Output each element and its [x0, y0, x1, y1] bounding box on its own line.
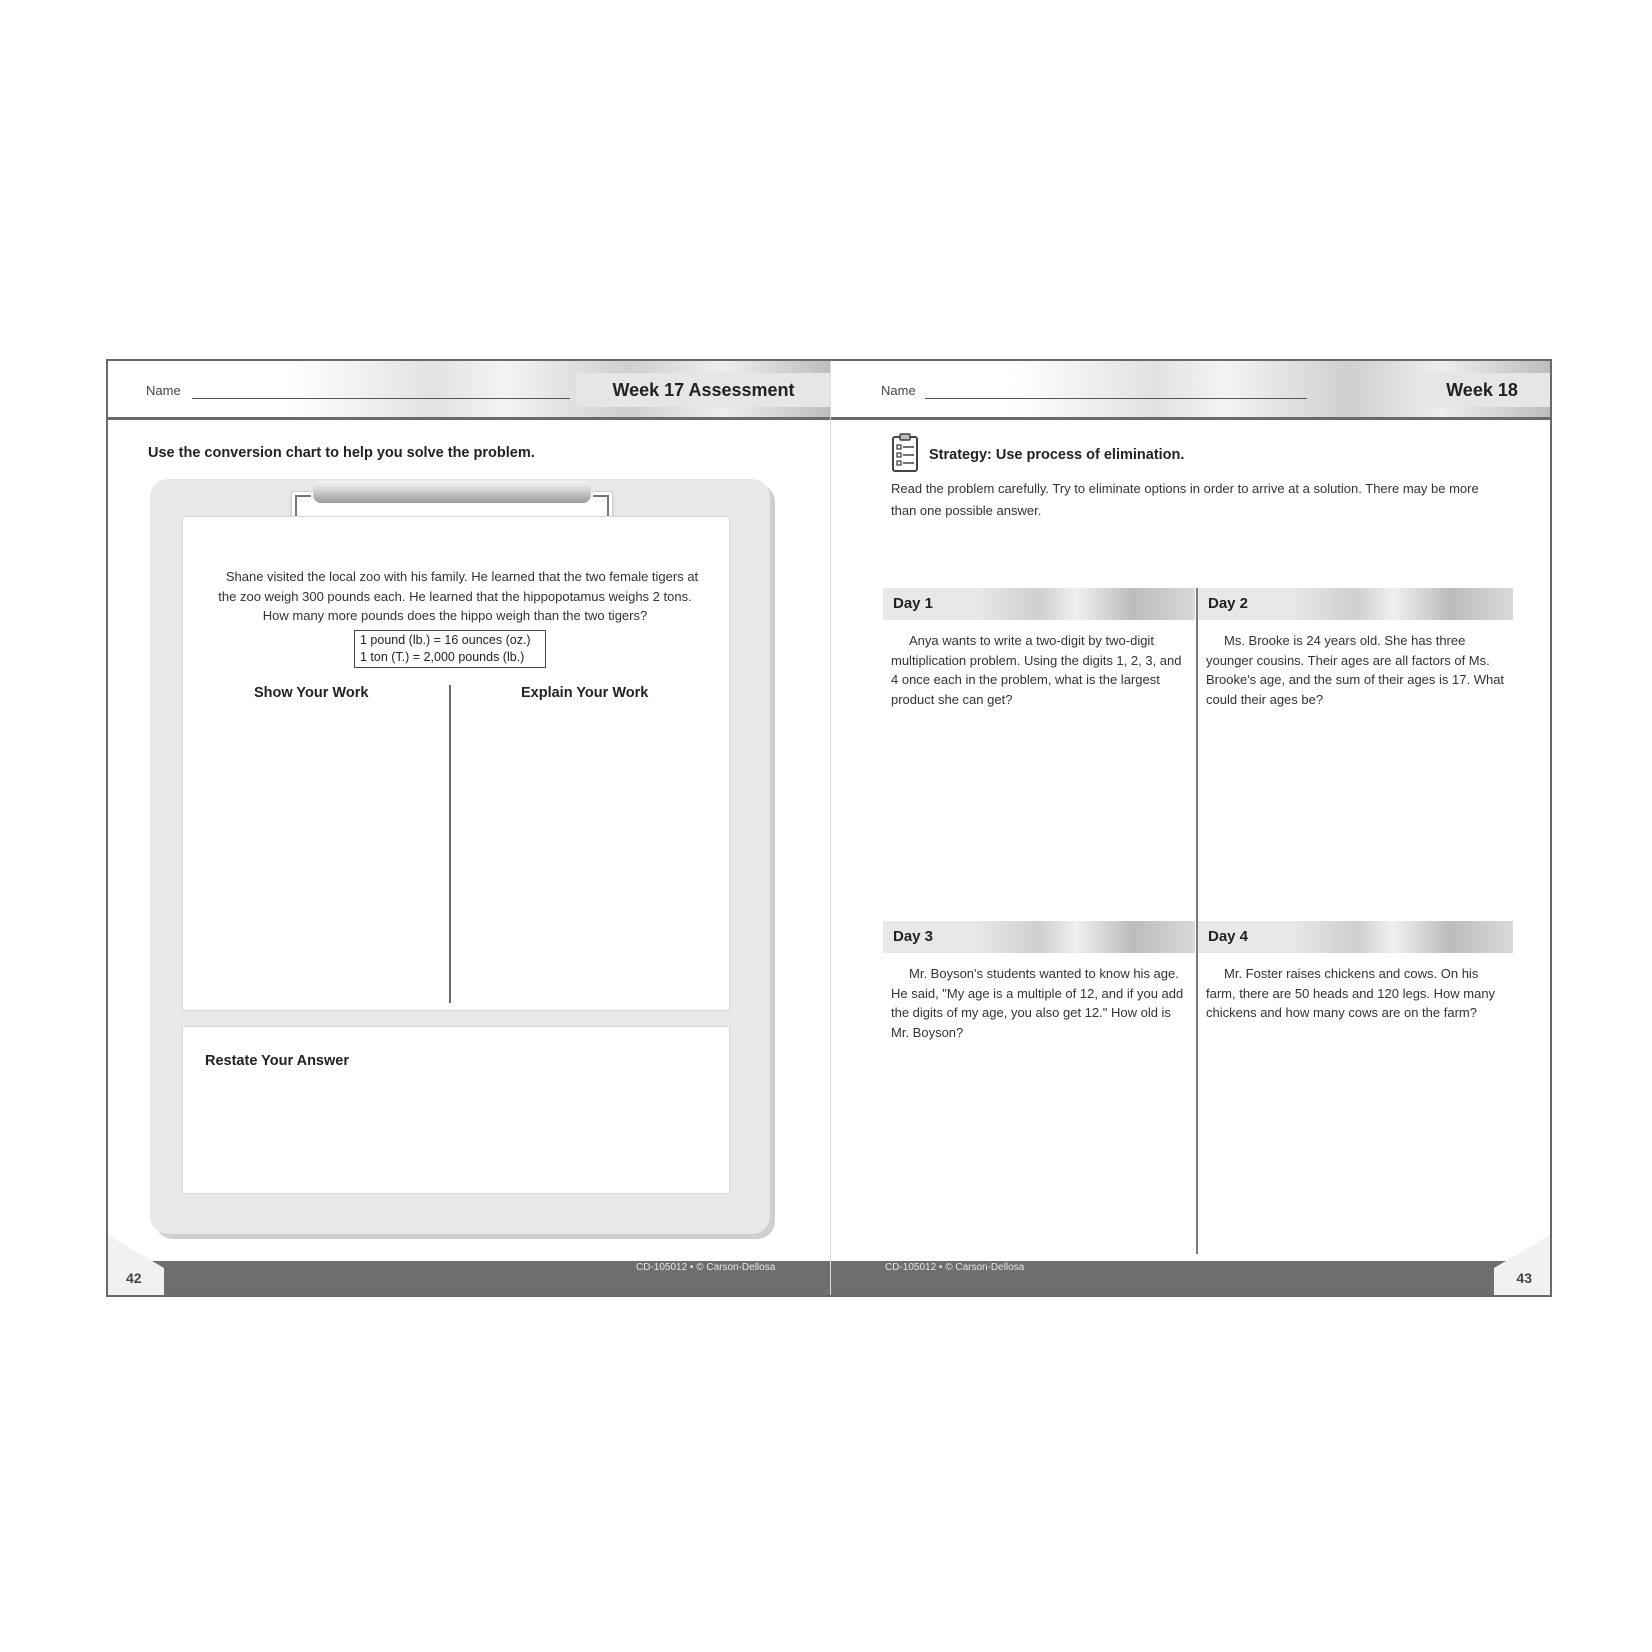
- footer-copyright: CD-105012 • © Carson-Dellosa: [885, 1262, 1025, 1273]
- clip-bar: [313, 481, 591, 503]
- name-line: [192, 398, 570, 399]
- day-2-problem: Ms. Brooke is 24 years old. She has three younger cousins. Their ages are all factors of Ms. Brooke's age, and the sum of their ages is 17. What could their ages be?: [1206, 633, 1505, 707]
- page-number-tab: [108, 1235, 164, 1295]
- right-page: [831, 361, 1550, 1295]
- day-2-header: Day 2: [1198, 588, 1513, 620]
- left-footer: [108, 1257, 831, 1295]
- right-footer: [831, 1257, 1550, 1295]
- page-number: 43: [1516, 1270, 1532, 1286]
- conversion-chart: [354, 630, 546, 668]
- strategy-title: Strategy: Use process of elimination.: [929, 447, 1185, 463]
- page-number: 42: [126, 1270, 142, 1286]
- day-4-header: Day 4: [1198, 921, 1513, 953]
- left-header: [108, 361, 831, 420]
- checklist-icon: [891, 433, 919, 473]
- strategy-text: Read the problem carefully. Try to eliminate options in order to arrive at a solution. There may be more than one possible answer.: [891, 481, 1479, 518]
- name-label: Name: [146, 383, 181, 398]
- day-3-header: Day 3: [883, 921, 1195, 953]
- problem-text: Shane visited the local zoo with his family. He learned that the two female tigers at the zoo weigh 300 pounds each. He learned that the hippopotamus weighs 2 tons. How many more pounds does the hippo weigh than the two tigers?: [218, 569, 699, 623]
- problem-card: [182, 516, 730, 1011]
- restate-heading: Restate Your Answer: [205, 1053, 349, 1069]
- right-header: [831, 361, 1550, 420]
- week-title: Week 18: [1414, 373, 1550, 407]
- work-divider: [449, 685, 451, 1003]
- explain-work-heading: Explain Your Work: [521, 685, 649, 701]
- day-grid: [883, 588, 1513, 1254]
- name-label: Name: [881, 383, 916, 398]
- day-4-problem: Mr. Foster raises chickens and cows. On his farm, there are 50 heads and 120 legs. How many chickens and how many cows are on the farm?: [1206, 966, 1496, 1020]
- left-page: [108, 361, 831, 1295]
- instruction: Use the conversion chart to help you solve the problem.: [148, 445, 535, 461]
- day-3-problem: Mr. Boyson's students wanted to know his age. He said, "My age is a multiple of 12, and if you add the digits of my age, you also get 12." How old is Mr. Boyson?: [891, 966, 1184, 1040]
- week-title: Week 17 Assessment: [576, 373, 831, 407]
- restate-card: [182, 1026, 730, 1194]
- day-1-header: Day 1: [883, 588, 1195, 620]
- conversion-row: 1 pound (lb.) = 16 ounces (oz.): [360, 633, 531, 647]
- conversion-row: 1 ton (T.) = 2,000 pounds (lb.): [360, 650, 525, 664]
- day-1-problem: Anya wants to write a two-digit by two-digit multiplication problem. Using the digits 1, 2, 3, and 4 once each in the problem, what is the largest product she can get?: [891, 633, 1182, 707]
- show-work-heading: Show Your Work: [254, 685, 369, 701]
- footer-copyright: CD-105012 • © Carson-Dellosa: [636, 1262, 776, 1273]
- name-line: [925, 398, 1307, 399]
- workbook-spread: [106, 359, 1552, 1297]
